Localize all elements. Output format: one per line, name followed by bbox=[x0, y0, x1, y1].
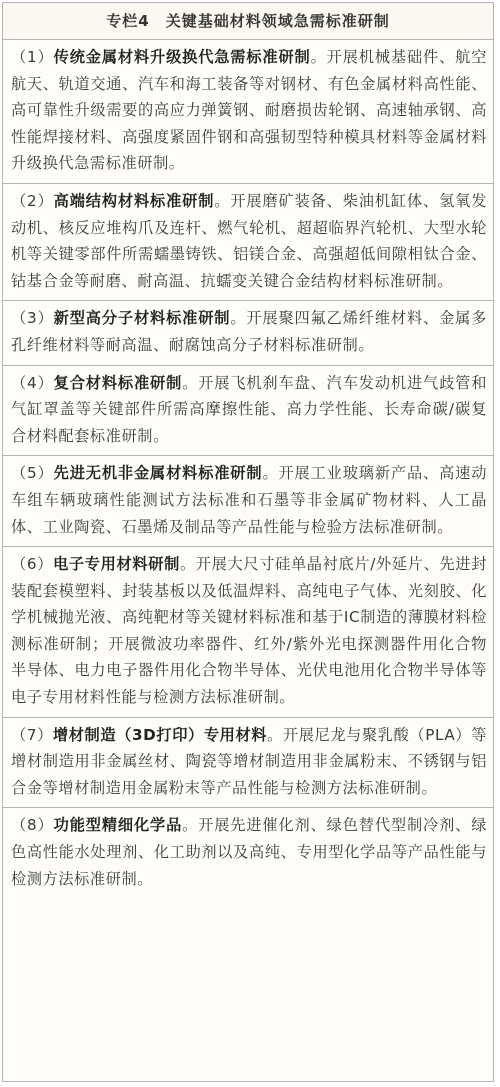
section-number: （3） bbox=[11, 309, 54, 328]
section-5 bbox=[3, 456, 493, 547]
section-4 bbox=[3, 366, 493, 457]
section-body: 。开展磨矿装备、柴油机缸体、氢氧发动机、核反应堆构爪及连杆、燃气轮机、超超临界汽轮机、大型水轮机等关键零部件所需蠕墨铸铁、铝镁合金、高强超低间隙相钛合金、钴基合金等耐磨、耐高温、抗蠕变关键合金结构材料标准研制。 bbox=[11, 191, 488, 290]
section-6 bbox=[3, 547, 493, 718]
section-heading: 功能型精细化学品 bbox=[53, 816, 183, 835]
section-heading: 新型高分子材料标准研制 bbox=[53, 309, 231, 328]
section-heading: 增材制造（3D打印）专用材料 bbox=[52, 725, 268, 744]
section-heading: 传统金属材料升级换代急需标准研制 bbox=[53, 48, 311, 66]
column-title: 专栏4 关键基础材料领域急需标准研制 bbox=[3, 3, 493, 40]
section-number: （5） bbox=[11, 464, 54, 483]
section-body: 。开展大尺寸硅单晶衬底片/外延片、先进封装配套模塑料、封装基板以及低温焊料、高纯电子气体、光刻胶、化学机械抛光液、高纯靶材等关键材料标准和基于IC制造的薄膜材料检测标准研制；开展微波功率器件、红外/紫外光电探测器件用化合物半导体、电力电子器件用化合物半导体、光伏电池用化合物半导体等电子专用材料性能与检测方法标准研制。 bbox=[11, 555, 487, 707]
section-7 bbox=[3, 718, 493, 809]
section-number: （1） bbox=[11, 48, 54, 66]
section-3 bbox=[3, 301, 493, 365]
section-number: （2） bbox=[11, 191, 54, 210]
section-heading: 复合材料标准研制 bbox=[53, 373, 183, 392]
section-1 bbox=[3, 40, 493, 184]
section-body: 。开展工业玻璃新产品、高速动车组车辆玻璃性能测试方法标准和石墨等非金属矿物材料、人工晶体、工业陶瓷、石墨烯及制品等产品性能与检验方法标准研制。 bbox=[11, 464, 487, 536]
section-8 bbox=[3, 808, 493, 898]
section-number: （8） bbox=[11, 816, 54, 835]
section-heading: 高端结构材料标准研制 bbox=[53, 191, 215, 210]
section-body: 。开展聚四氟乙烯纤维材料、金属多孔纤维材料等耐高温、耐腐蚀高分子材料标准研制。 bbox=[11, 309, 487, 354]
section-number: （7） bbox=[11, 725, 53, 744]
section-body: 。开展飞机刹车盘、汽车发动机进气歧管和气缸罩盖等关键部件所需高摩擦性能、高力学性能、长寿命碳/碳复合材料配套标准研制。 bbox=[11, 373, 487, 445]
section-body: 。开展尼龙与聚乳酸（PLA）等增材制造用非金属丝材、陶瓷等增材制造用非金属粉末、不锈钢与铝合金等增材制造用金属粉末等产品性能与检测方法标准研制。 bbox=[11, 725, 488, 797]
section-body: 。开展机械基础件、航空航天、轨道交通、汽车和海工装备等对钢材、有色金属材料高性能、高可靠性升级需要的高应力弹簧钢、耐磨损齿轮钢、高速轴承钢、高性能焊接材料、高强度紧固件钢和高强韧型特种模具材料等金属材料升级换代急需标准研制。 bbox=[11, 48, 487, 173]
column-box bbox=[2, 2, 494, 1082]
section-number: （6） bbox=[11, 555, 54, 574]
section-body: 。开展先进催化剂、绿色替代型制冷剂、绿色高性能水处理剂、化工助剂以及高纯、专用型化学品等产品性能与检测方法标准研制。 bbox=[11, 816, 487, 888]
section-2 bbox=[3, 184, 493, 301]
section-heading: 电子专用材料研制 bbox=[53, 555, 180, 574]
section-heading: 先进无机非金属材料标准研制 bbox=[53, 464, 263, 483]
section-number: （4） bbox=[11, 373, 54, 392]
